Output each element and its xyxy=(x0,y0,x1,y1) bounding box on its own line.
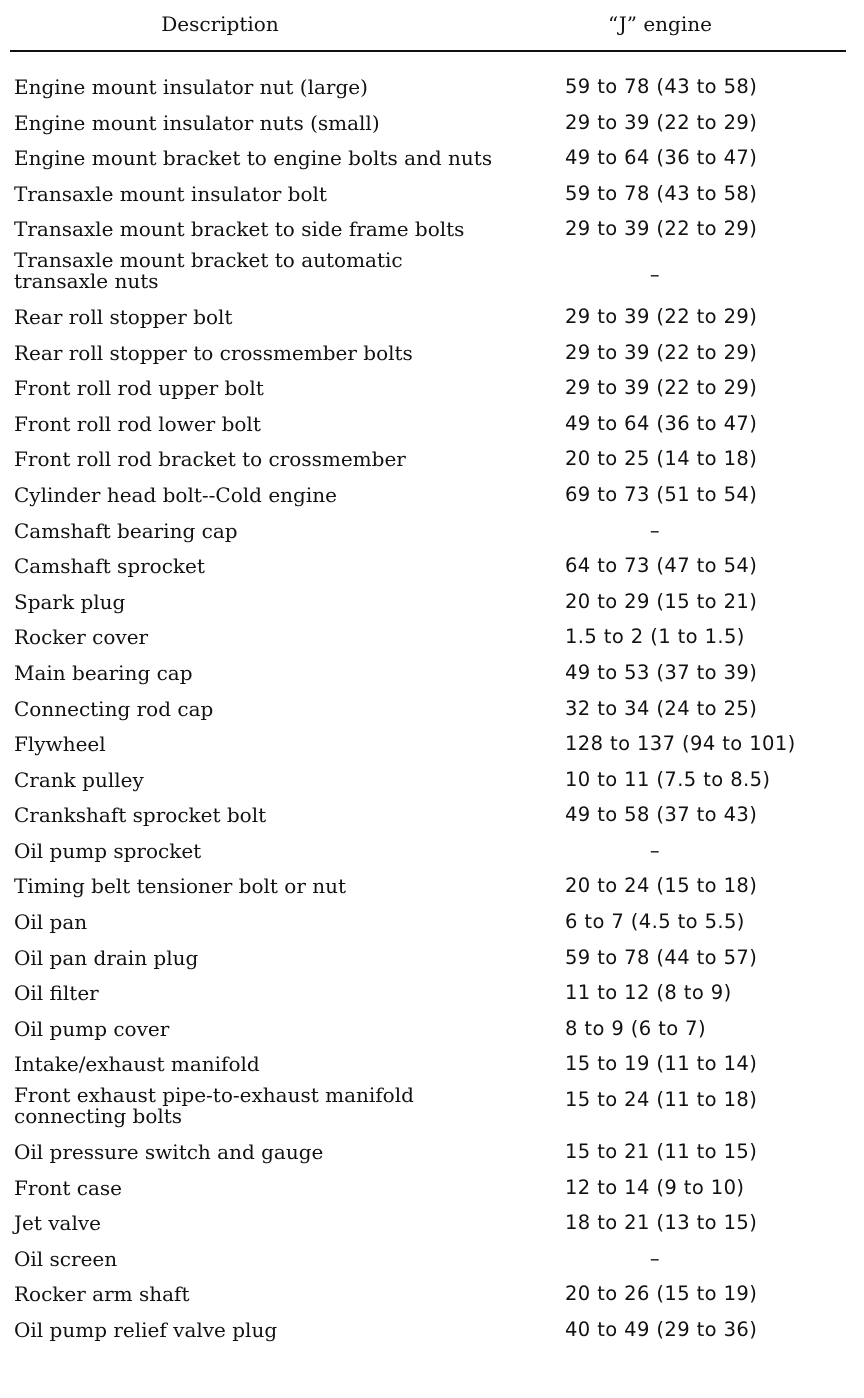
row-description: Connecting rod cap xyxy=(14,696,214,721)
table-row xyxy=(0,976,864,1012)
table-row xyxy=(0,70,864,106)
row-description: Rocker cover xyxy=(14,625,149,650)
table-row xyxy=(0,371,864,407)
row-description: Front roll rod bracket to crossmember xyxy=(14,447,406,472)
table-row xyxy=(0,869,864,905)
table-row xyxy=(0,141,864,177)
table-row xyxy=(0,834,864,870)
j-engine-column-header: “J” engine xyxy=(608,12,712,36)
table-row xyxy=(0,585,864,621)
row-torque-value: 29 to 39 (22 to 29) xyxy=(565,217,758,241)
row-torque-value: 1.5 to 2 (1 to 1.5) xyxy=(565,625,745,649)
header-divider xyxy=(10,50,846,52)
row-torque-value: 12 to 14 (9 to 10) xyxy=(565,1175,745,1199)
row-torque-value: 8 to 9 (6 to 7) xyxy=(565,1016,706,1040)
row-torque-value: 15 to 19 (11 to 14) xyxy=(565,1052,758,1076)
row-description: Rear roll stopper to crossmember bolts xyxy=(14,340,413,365)
table-row xyxy=(0,248,864,300)
row-description: Front case xyxy=(14,1175,122,1200)
table-row xyxy=(0,336,864,372)
row-description: Main bearing cap xyxy=(14,660,193,685)
row-torque-value: 10 to 11 (7.5 to 8.5) xyxy=(565,767,771,791)
row-torque-value: 49 to 64 (36 to 47) xyxy=(565,146,758,170)
table-row xyxy=(0,300,864,336)
row-description: Crank pulley xyxy=(14,767,144,792)
row-description: Spark plug xyxy=(14,589,126,614)
row-torque-value: – xyxy=(649,838,661,862)
table-row xyxy=(0,1083,864,1135)
table-row xyxy=(0,1171,864,1207)
row-description: Engine mount insulator nuts (small) xyxy=(14,110,380,135)
table-row xyxy=(0,692,864,728)
row-torque-value: 64 to 73 (47 to 54) xyxy=(565,554,758,578)
row-torque-value: 29 to 39 (22 to 29) xyxy=(565,376,758,400)
row-torque-value: 32 to 34 (24 to 25) xyxy=(565,696,758,720)
row-torque-value: 49 to 58 (37 to 43) xyxy=(565,803,758,827)
row-torque-value: 59 to 78 (43 to 58) xyxy=(565,75,758,98)
table-row xyxy=(0,727,864,763)
row-torque-value: – xyxy=(649,518,661,542)
row-description: Intake/exhaust manifold xyxy=(14,1052,260,1077)
row-torque-value: 20 to 24 (15 to 18) xyxy=(565,874,758,898)
row-description: Oil pump cover xyxy=(14,1016,170,1041)
row-torque-value: 20 to 26 (15 to 19) xyxy=(565,1282,758,1306)
table-header xyxy=(0,12,864,42)
row-torque-value: 49 to 64 (36 to 47) xyxy=(565,411,758,435)
row-description: Cylinder head bolt--Cold engine xyxy=(14,482,337,507)
row-torque-value: 15 to 24 (11 to 18) xyxy=(565,1088,758,1112)
row-description: Oil pump sprocket xyxy=(14,838,202,863)
row-torque-value: – xyxy=(649,1246,661,1270)
table-row xyxy=(0,549,864,585)
row-description: Engine mount insulator nut (large) xyxy=(14,75,368,99)
table-row xyxy=(0,1206,864,1242)
table-row xyxy=(0,1135,864,1171)
row-torque-value: 49 to 53 (37 to 39) xyxy=(565,660,758,684)
table-row xyxy=(0,478,864,514)
table-row xyxy=(0,1047,864,1083)
table-row xyxy=(0,1012,864,1048)
row-torque-value: 59 to 78 (43 to 58) xyxy=(565,181,758,205)
row-torque-value: 128 to 137 (94 to 101) xyxy=(565,732,796,756)
row-torque-value: 20 to 29 (15 to 21) xyxy=(565,589,758,613)
row-description: Jet valve xyxy=(14,1211,102,1236)
row-torque-value: 18 to 21 (13 to 15) xyxy=(565,1211,758,1235)
row-description: Engine mount bracket to engine bolts and nuts xyxy=(14,146,493,171)
row-torque-value: 15 to 21 (11 to 15) xyxy=(565,1140,758,1164)
table-row xyxy=(0,798,864,834)
row-torque-value: 40 to 49 (29 to 36) xyxy=(565,1318,758,1341)
row-torque-value: 29 to 39 (22 to 29) xyxy=(565,340,758,364)
row-torque-value: 29 to 39 (22 to 29) xyxy=(565,304,758,328)
row-torque-value: 11 to 12 (8 to 9) xyxy=(565,981,732,1005)
row-description: Oil pump relief valve plug xyxy=(14,1318,278,1342)
row-description: Oil pressure switch and gauge xyxy=(14,1140,324,1165)
table-row xyxy=(0,106,864,142)
row-description: Oil screen xyxy=(14,1246,118,1271)
row-description: Front exhaust pipe-to-exhaust manifold connecting bolts xyxy=(14,1083,414,1129)
row-description: Front roll rod upper bolt xyxy=(14,376,264,401)
table-row xyxy=(0,177,864,213)
table-row xyxy=(0,442,864,478)
table-row xyxy=(0,763,864,799)
row-description: Camshaft sprocket xyxy=(14,554,205,579)
table-row xyxy=(0,212,864,248)
row-description: Oil filter xyxy=(14,981,99,1006)
row-torque-value: 29 to 39 (22 to 29) xyxy=(565,110,758,134)
row-description: Transaxle mount bracket to side frame bolts xyxy=(14,217,465,242)
description-column-header: Description xyxy=(161,12,279,36)
row-description: Flywheel xyxy=(14,732,106,757)
row-torque-value: 6 to 7 (4.5 to 5.5) xyxy=(565,910,745,934)
row-description: Camshaft bearing cap xyxy=(14,518,238,543)
row-description: Transaxle mount insulator bolt xyxy=(14,181,327,206)
table-body xyxy=(0,70,864,1349)
row-torque-value: – xyxy=(649,262,661,286)
table-row xyxy=(0,407,864,443)
row-description: Rocker arm shaft xyxy=(14,1282,190,1307)
table-row xyxy=(0,1242,864,1278)
row-torque-value: 69 to 73 (51 to 54) xyxy=(565,482,758,506)
table-row xyxy=(0,656,864,692)
row-description: Timing belt tensioner bolt or nut xyxy=(14,874,347,899)
table-row xyxy=(0,941,864,977)
row-description: Front roll rod lower bolt xyxy=(14,411,261,436)
table-row xyxy=(0,1277,864,1313)
row-torque-value: 59 to 78 (44 to 57) xyxy=(565,945,758,969)
table-row xyxy=(0,620,864,656)
row-description: Oil pan xyxy=(14,910,88,935)
row-description: Transaxle mount bracket to automatic transaxle nuts xyxy=(14,247,403,293)
table-row xyxy=(0,514,864,550)
table-row xyxy=(0,1313,864,1349)
table-row xyxy=(0,905,864,941)
row-description: Oil pan drain plug xyxy=(14,945,199,970)
row-torque-value: 20 to 25 (14 to 18) xyxy=(565,447,758,471)
row-description: Crankshaft sprocket bolt xyxy=(14,803,267,828)
row-description: Rear roll stopper bolt xyxy=(14,304,233,329)
